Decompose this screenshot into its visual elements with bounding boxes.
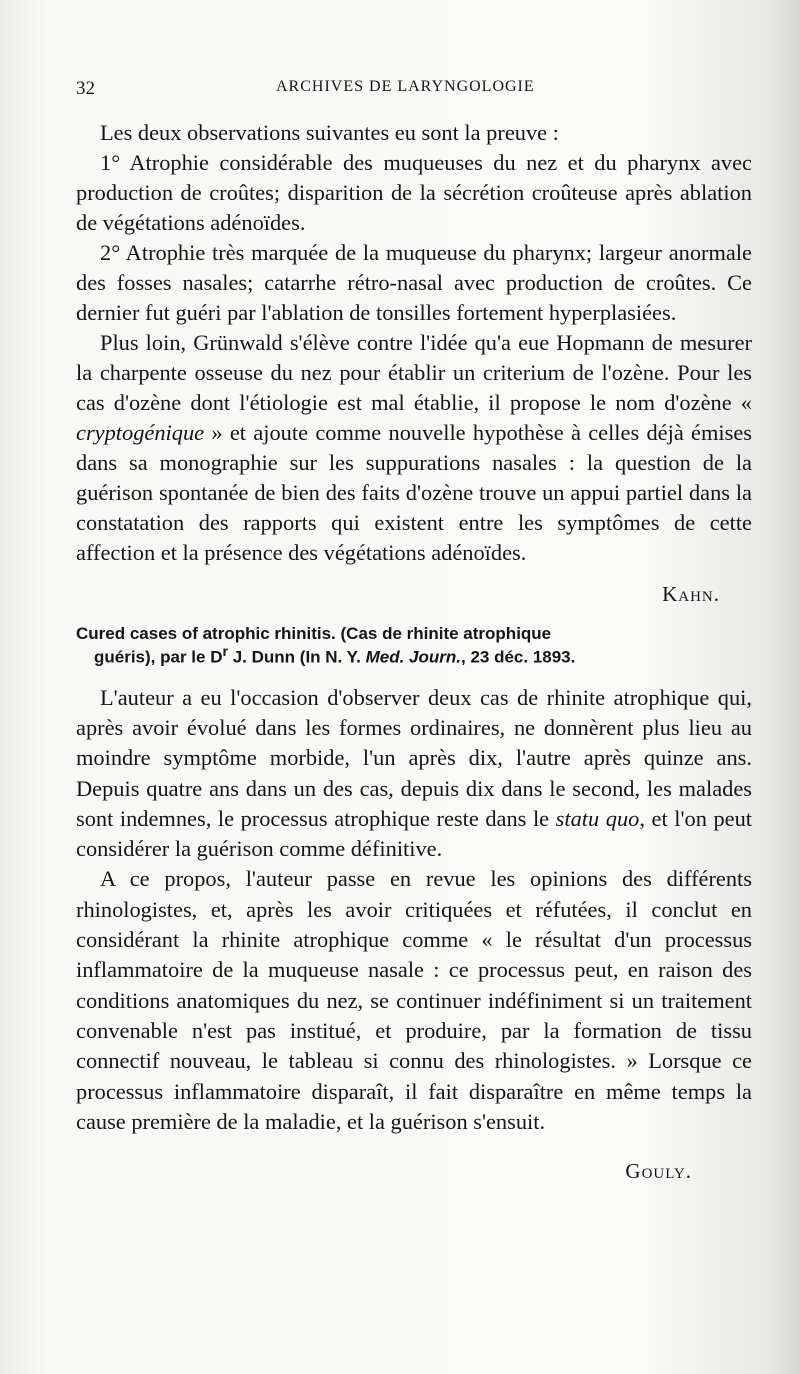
italic-term: cryptogénique xyxy=(76,420,205,445)
journal-name: Med. Journ. xyxy=(365,647,461,667)
signature-gouly: Gouly. xyxy=(625,1159,692,1184)
paragraph: Les deux observations suivantes eu sont la preuve : xyxy=(100,120,559,145)
text-run: » et ajoute comme nouvelle hypothèse à celles déjà émises dans sa monographie sur les suppurations nasales : la question de la guérison spontanée de bien des faits d'ozène trouve un appui partiel dans la constatation des rapports qui existent entre les symptômes de cette affection et la présence des végétations adénoïdes. xyxy=(76,420,752,565)
article-2-body xyxy=(76,683,752,1137)
text-run: Plus loin, Grünwald s'élève contre l'idée qu'a eue Hopmann de mesurer la charpente osseuse du nez pour établir un criterium de l'ozène. Pour les cas d'ozène dont l'étiologie est mal établie, il propose le nom d'ozène « xyxy=(76,330,752,415)
running-header xyxy=(76,66,752,100)
page-number: 32 xyxy=(76,78,95,99)
heading-text: J. Dunn (In N. Y. xyxy=(228,647,366,667)
heading-text: (Cas de rhinite atrophique xyxy=(335,624,552,643)
heading-continuation xyxy=(76,643,752,667)
heading-text: guéris), par le D xyxy=(94,647,223,667)
article-1-body xyxy=(76,118,752,568)
heading-superscript: r xyxy=(222,644,228,660)
running-title: ARCHIVES DE LARYNGOLOGIE xyxy=(276,78,535,95)
paragraph: A ce propos, l'auteur passe en revue les opinions des différents rhinologistes, et, après les avoir critiquées et réfutées, il conclut en considérant la rhinite atrophique comme « le résultat d'un processus inflammatoire de la muqueuse nasale : ce processus peut, en raison des conditions anatomiques du nez, se continuer indéfiniment si un traitement convenable n'est pas institué, et produire, par la formation de tissu connectif nouveau, le tableau si connu des rhinologistes. » Lorsque ce processus inflammatoire disparaît, il fait disparaître en même temps la cause première de la maladie, et la guérison s'ensuit. xyxy=(76,866,752,1134)
paragraph xyxy=(76,328,752,568)
heading-title: Cured cases of atrophic rhinitis. xyxy=(76,624,336,643)
paragraph: 2° Atrophie très marquée de la muqueuse du pharynx; largeur anormale des fosses nasales; catarrhe rétro-nasal avec production de croûtes. Ce dernier fut guéri par l'ablation de tonsilles fortement hyperplasiées. xyxy=(76,240,752,325)
text-run: L'auteur a eu l'occasion d'observer deux cas de rhinite atrophique qui, après avoir évolué dans les formes ordinaires, ne donnèrent plus lieu au moindre symptôme morbide, l'un après dix, l'autre après quinze ans. Depuis quatre ans dans un des cas, depuis dix dans le second, les malades sont indemnes, le processus atrophique reste dans le xyxy=(76,684,752,831)
italic-term: statu quo xyxy=(555,805,640,831)
signature-kahn: Kahn. xyxy=(662,582,720,606)
paragraph: 1° Atrophie considérable des muqueuses du nez et du pharynx avec production de croûtes; disparition de la sécrétion croûteuse après ablation de végétations adénoïdes. xyxy=(76,150,752,235)
article-2-heading xyxy=(76,624,752,667)
text-run: , et l'on peut considérer la guérison comme définitive. xyxy=(76,805,753,862)
heading-text: , 23 déc. 1893. xyxy=(461,647,576,667)
paragraph xyxy=(76,683,752,865)
